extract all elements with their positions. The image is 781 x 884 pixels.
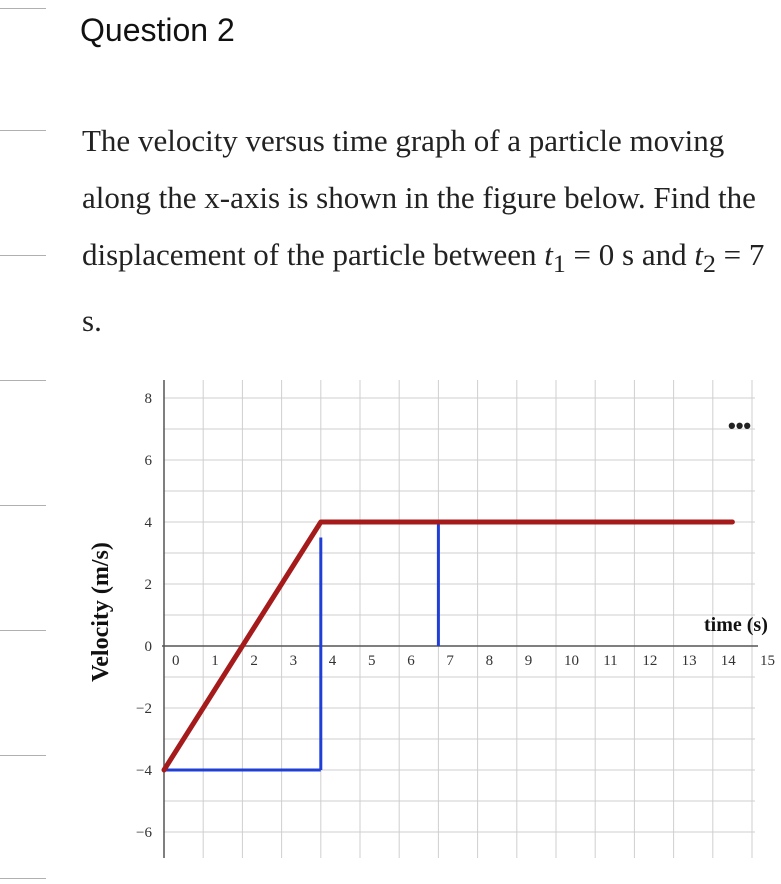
y-tick-label: 2 (144, 577, 152, 593)
t1-value: = 0 s and (565, 237, 695, 272)
t1-subscript: 1 (552, 249, 566, 279)
x-tick-label: 0 (172, 653, 180, 669)
y-tick-label: 4 (144, 515, 152, 531)
x-tick-label: 4 (328, 653, 337, 669)
x-tick-label: 10 (564, 653, 579, 669)
x-axis-title: time (s) (704, 614, 768, 636)
x-tick-label: 11 (603, 653, 618, 669)
ellipsis-marker: ••• (728, 413, 752, 438)
y-axis-title: Velocity (m/s) (88, 542, 114, 682)
y-tick-label: 0 (144, 639, 152, 655)
x-tick-label: 13 (681, 653, 697, 669)
t2-symbol: t (694, 237, 703, 272)
y-tick-label: −6 (136, 825, 152, 841)
y-tick-label: −2 (136, 701, 152, 717)
grid (164, 380, 755, 858)
x-tick-label: 3 (289, 653, 298, 669)
t2-subscript: 2 (702, 249, 716, 279)
x-tick-label: 2 (250, 653, 258, 669)
t1-symbol: t (544, 237, 553, 272)
t2-value: = 7 s. (82, 237, 765, 339)
y-tick-label: 8 (144, 391, 152, 407)
x-tick-label: 12 (642, 653, 658, 669)
x-tick-label: 6 (407, 653, 415, 669)
x-tick-label: 8 (485, 653, 494, 669)
question-title: Question 2 (80, 12, 235, 48)
x-tick-label: 7 (446, 653, 454, 669)
x-tick-label: 9 (524, 653, 533, 669)
x-tick-label: 1 (211, 653, 219, 669)
axes (162, 380, 758, 858)
x-tick-label: 15 (760, 653, 775, 669)
x-tick-label: 5 (368, 653, 376, 669)
question-text-prefix: The velocity versus time graph of a particle moving along the x-axis is shown in the figure below. Find the displacement of the particle between (82, 123, 756, 272)
y-tick-label: 6 (144, 453, 152, 469)
chart-labels (88, 391, 775, 841)
y-tick-label: −4 (136, 763, 152, 779)
x-tick-label: 14 (720, 653, 736, 669)
